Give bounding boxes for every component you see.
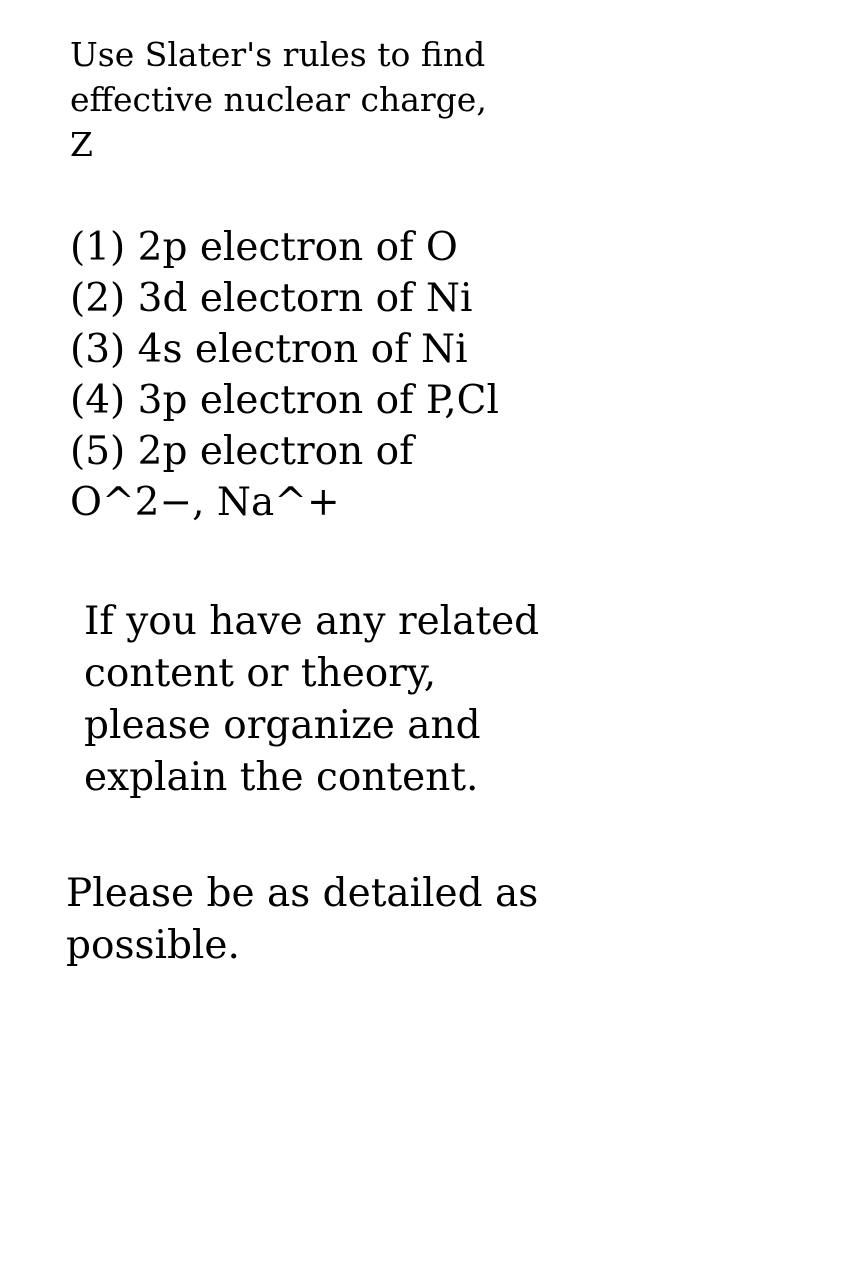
- detail-line: Please be as detailed as: [66, 871, 539, 916]
- question-item: (2) 3d electorn of Ni: [70, 276, 473, 321]
- related-content-paragraph: [84, 596, 539, 804]
- related-line: content or theory,: [84, 651, 437, 696]
- related-line: explain the content.: [84, 755, 479, 800]
- intro-line: effective nuclear charge,: [70, 80, 487, 119]
- intro-line: Z: [70, 125, 93, 164]
- intro-paragraph: [70, 32, 487, 167]
- question-item: (5) 2p electron of: [70, 429, 414, 474]
- question-item-continuation: O^2−, Na^+: [70, 480, 340, 525]
- related-line: If you have any related: [84, 599, 540, 644]
- question-item: (4) 3p electron of P,Cl: [70, 378, 499, 423]
- question-item: (1) 2p electron of O: [70, 225, 458, 270]
- related-line: please organize and: [84, 703, 481, 748]
- intro-line: Use Slater's rules to find: [70, 35, 486, 74]
- detail-request-paragraph: [66, 868, 538, 972]
- question-list: [70, 222, 499, 528]
- question-item: (3) 4s electron of Ni: [70, 327, 468, 372]
- detail-line: possible.: [66, 923, 240, 968]
